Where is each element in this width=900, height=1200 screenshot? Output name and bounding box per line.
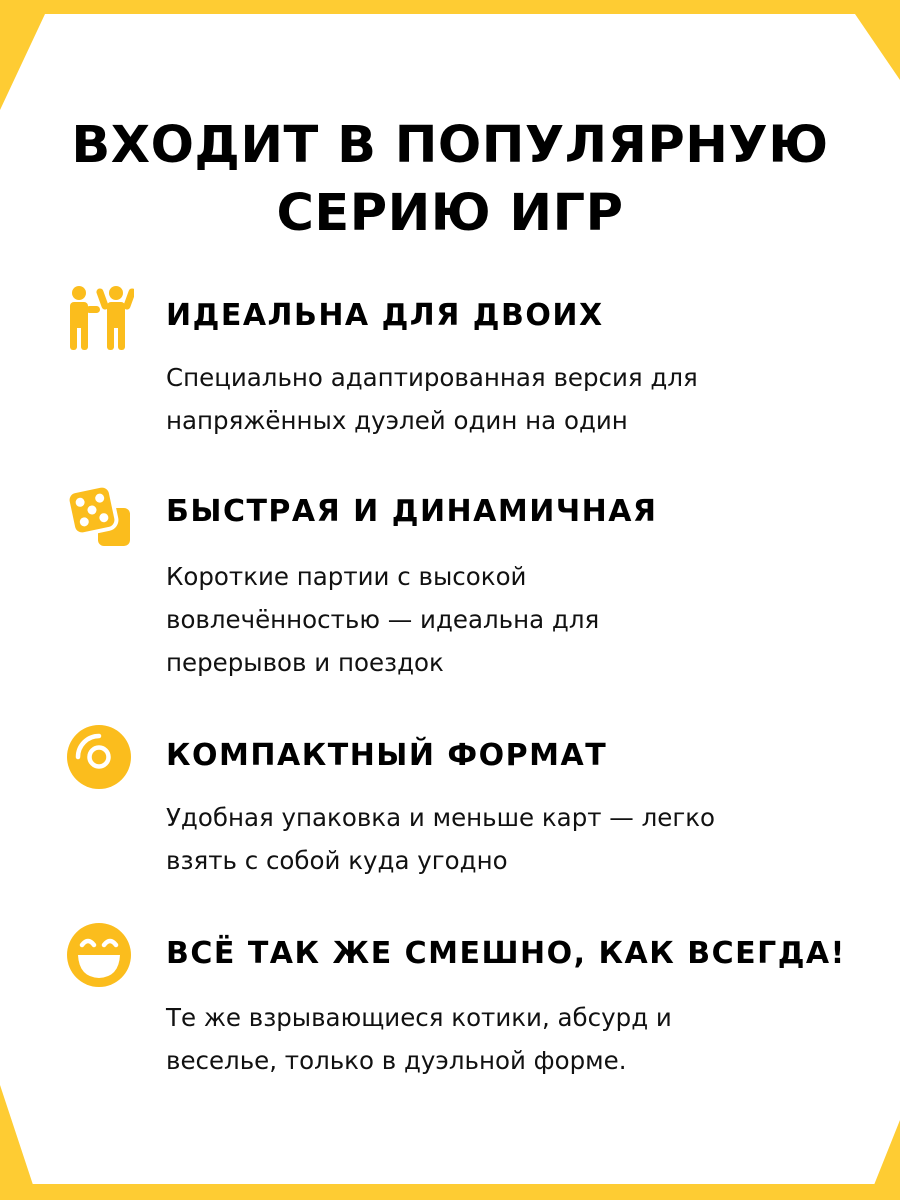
- dice-icon: [64, 482, 134, 552]
- compact-disc-icon: [64, 722, 134, 792]
- feature-title: БЫСТРАЯ И ДИНАМИЧНАЯ: [166, 494, 658, 529]
- frame-bottom-strip: [0, 1184, 900, 1200]
- page-title: [40, 112, 860, 248]
- feature-description-line: взять с собой куда угодно: [166, 846, 508, 875]
- feature-description: [166, 356, 856, 442]
- feature-description-line: вовлечённостью — идеальна для: [166, 605, 600, 634]
- feature-description: [166, 796, 856, 882]
- feature-description-line: веселье, только в дуэльной форме.: [166, 1046, 627, 1075]
- feature-title: ВСЁ ТАК ЖЕ СМЕШНО, КАК ВСЕГДА!: [166, 936, 846, 971]
- feature-title: ИДЕАЛЬНА ДЛЯ ДВОИХ: [166, 298, 604, 333]
- feature-description-line: Те же взрывающиеся котики, абсурд и: [166, 1003, 672, 1032]
- page-title-line-1: ВХОДИТ В ПОПУЛЯРНУЮ: [71, 116, 829, 175]
- feature-description-line: перерывов и поездок: [166, 648, 444, 677]
- feature-title: КОМПАКТНЫЙ ФОРМАТ: [166, 738, 608, 773]
- feature-description-line: Специально адаптированная версия для: [166, 363, 698, 392]
- feature-description: [166, 996, 856, 1082]
- feature-description-line: Удобная упаковка и меньше карт — легко: [166, 803, 715, 832]
- page-title-line-2: СЕРИЮ ИГР: [276, 184, 624, 243]
- feature-description-line: Короткие партии с высокой: [166, 562, 527, 591]
- two-players-icon: [64, 282, 134, 352]
- smiley-icon: [64, 920, 134, 990]
- feature-description: [166, 555, 856, 684]
- feature-description-line: напряжённых дуэлей один на один: [166, 406, 628, 435]
